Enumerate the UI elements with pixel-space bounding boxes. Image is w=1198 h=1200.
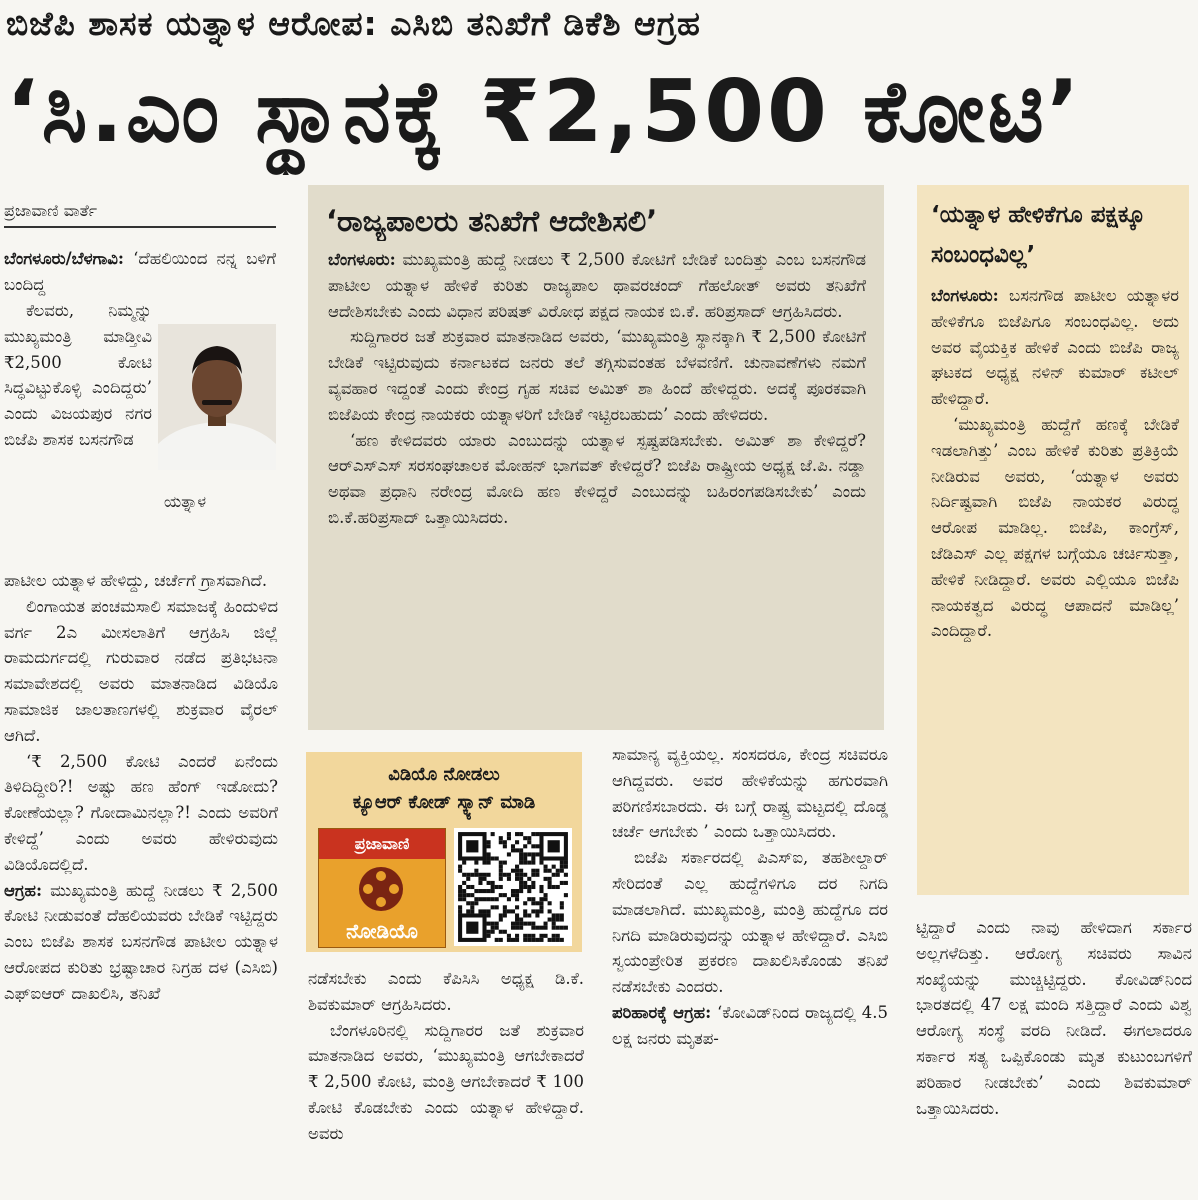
prajavani-video-logo xyxy=(318,828,446,948)
paragraph-text: ‘₹ 2,500 ಕೋಟಿ ಎಂದರೆ ಏನೆಂದು ತಿಳಿದಿದ್ದೀರಿ?! ಅಷ್ಟು ಹಣ ಹೆಂಗ್ ಇಡೋದು? ಕೋಣೆಯಲ್ಲಾ? ಗೋದಾಮಿನಲ್ಲಾ?! ಎಂದು ಅವರಿಗೆ ಕೇಳಿದ್ದೆ’ ಎಂದು ಅವರು ಹೇಳಿರುವುದು ವಿಡಿಯೊದಲ್ಲಿದೆ. xyxy=(4,751,278,874)
article-paragraph xyxy=(4,246,276,298)
article-paragraph xyxy=(612,742,888,845)
governor-sidebar-box xyxy=(308,185,884,730)
paragraph-lead: ಬೆಂಗಳೂರು: xyxy=(931,286,999,305)
main-article-col1-bottom xyxy=(4,568,278,1198)
byline: ಪ್ರಜಾವಾಣಿ ವಾರ್ತೆ xyxy=(4,196,276,228)
main-article-col3 xyxy=(612,742,888,1198)
article-paragraph xyxy=(4,878,278,1007)
article-paragraph xyxy=(612,1000,888,1052)
article-paragraph xyxy=(4,568,278,594)
logo-brand-text: ಪ್ರಜಾವಾಣಿ xyxy=(319,829,445,859)
photo-caption: ಯತ್ನಾಳ xyxy=(164,492,207,511)
main-article-col4 xyxy=(916,915,1192,1198)
governor-sidebar-body xyxy=(328,247,866,717)
main-headline: ‘ಸಿ.ಎಂ ಸ್ಥಾನಕ್ಕೆ ₹2,500 ಕೋಟಿ’ xyxy=(6,62,1083,162)
paragraph-lead: ಪರಿಹಾರಕ್ಕೆ ಆಗ್ರಹ: xyxy=(612,1002,712,1022)
paragraph-text: ಟ್ಟಿದ್ದಾರೆ ಎಂದು ನಾವು ಹೇಳಿದಾಗ ಸರ್ಕಾರ ಅಲ್ಲಗಳೆದಿತ್ತು. ಆರೋಗ್ಯ ಸಚಿವರು ಸಾವಿನ ಸಂಖ್ಯೆಯನ್ನು ಮುಚ್ಚಿಟ್ಟಿದ್ದರು. ಕೋವಿಡ್‌ನಿಂದ ಭಾರತದಲ್ಲಿ 47 ಲಕ್ಷ ಮಂದಿ ಸತ್ತಿದ್ದಾರೆ ಎಂದು ವಿಶ್ವ ಆರೋಗ್ಯ ಸಂಸ್ಥೆ ವರದಿ ನೀಡಿದೆ. ಈಗಲಾದರೂ ಸರ್ಕಾರ ಸತ್ಯ ಒಪ್ಪಿಕೊಂಡು ಮೃತ ಕುಟುಂಬಗಳಿಗೆ ಪರಿಹಾರ ನೀಡಬೇಕು’ ಎಂದು ಶಿವಕುಮಾರ್ ಒತ್ತಾಯಿಸಿದರು. xyxy=(916,918,1192,1118)
paragraph-lead: ಬೆಂಗಳೂರು/ಬೆಳಗಾವಿ: xyxy=(4,249,125,268)
article-paragraph xyxy=(931,283,1179,412)
article-paragraph xyxy=(308,1018,584,1147)
film-reel-icon xyxy=(359,867,403,911)
paragraph-text: ಕೆಲವರು, ನಿಮ್ಮನ್ನು ಮುಖ್ಯಮಂತ್ರಿ ಮಾಡ್ತೀವಿ ₹2,500 ಕೋಟಿ ಸಿದ್ಧವಿಟ್ಟುಕೊಳ್ಳಿ ಎಂದಿದ್ದರು’ ಎಂದು ವಿಜಯಪುರ ನಗರ ಬಿಜೆಪಿ ಶಾಸಕ ಬಸನಗೌಡ xyxy=(4,301,152,449)
main-article-col2 xyxy=(308,966,584,1198)
paragraph-text: ಪಾಟೀಲ ಯತ್ನಾಳ ಹೇಳಿದ್ದು, ಚರ್ಚೆಗೆ ಗ್ರಾಸವಾಗಿದೆ. xyxy=(4,571,268,590)
party-sidebar-box xyxy=(917,185,1189,895)
article-paragraph xyxy=(4,594,278,749)
article-paragraph xyxy=(931,412,1179,644)
qr-code-icon[interactable] xyxy=(454,828,572,946)
paragraph-text: ಮುಖ್ಯಮಂತ್ರಿ ಹುದ್ದೆ ನೀಡಲು ₹ 2,500 ಕೋಟಿ ನೀಡುವಂತೆ ದೆಹಲಿಯವರು ಬೇಡಿಕೆ ಇಟ್ಟಿದ್ದರು ಎಂಬ ಬಿಜೆಪಿ ಶಾಸಕ ಬಸನಗೌಡ ಪಾಟೀಲ ಯತ್ನಾಳ ಆರೋಪದ ಕುರಿತು ಭ್ರಷ್ಟಾಚಾರ ನಿಗ್ರಹ ದಳ (ಎಸಿಬಿ) ಎಫ್ಐಆರ್ ದಾಖಲಿಸಿ, ತನಿಖೆ xyxy=(4,880,278,1003)
governor-sidebar-title: ‘ರಾಜ್ಯಪಾಲರು ತನಿಖೆಗೆ ಆದೇಶಿಸಲಿ’ xyxy=(326,204,658,238)
video-qr-promo xyxy=(306,752,582,952)
qr-promo-line1: ವಿಡಿಯೊ ನೋಡಲು xyxy=(388,764,500,785)
main-article-col1-wrap xyxy=(4,298,152,570)
paragraph-text: ಸಾಮಾನ್ಯ ವ್ಯಕ್ತಿಯಲ್ಲ. ಸಂಸದರೂ, ಕೇಂದ್ರ ಸಚಿವರೂ ಆಗಿದ್ದವರು. ಅವರ ಹೇಳಿಕೆಯನ್ನು ಹಗುರವಾಗಿ ಪರಿಗಣಿಸಬಾರದು. ಈ ಬಗ್ಗೆ ರಾಷ್ಟ್ರ ಮಟ್ಟದಲ್ಲಿ ದೊಡ್ಡ ಚರ್ಚೆ ಆಗಬೇಕು ’ ಎಂದು ಒತ್ತಾಯಿಸಿದರು. xyxy=(612,745,888,842)
paragraph-text: ನಡೆಸಬೇಕು ಎಂದು ಕೆಪಿಸಿಸಿ ಅಧ್ಯಕ್ಷ ಡಿ.ಕೆ. ಶಿವಕುಮಾರ್ ಆಗ್ರಹಿಸಿದರು. xyxy=(308,969,584,1014)
paragraph-text: ಬಸನಗೌಡ ಪಾಟೀಲ ಯತ್ನಾಳರ ಹೇಳಿಕೆಗೂ ಬಿಜೆಪಿಗೂ ಸಂಬಂಧವಿಲ್ಲ. ಅದು ಅವರ ವೈಯಕ್ತಿಕ ಹೇಳಿಕೆ ಎಂದು ಬಿಜೆಪಿ ರಾಜ್ಯ ಘಟಕದ ಅಧ್ಯಕ್ಷ ನಳಿನ್ ಕುಮಾರ್ ಕಟೀಲ್ ಹೇಳಿದ್ದಾರೆ. xyxy=(931,286,1179,409)
article-paragraph xyxy=(308,966,584,1018)
paragraph-text: ‘ಹಣ ಕೇಳಿದವರು ಯಾರು ಎಂಬುದನ್ನು ಯತ್ನಾಳ ಸ್ಪಷ್ಟಪಡಿಸಬೇಕು. ಅಮಿತ್ ಶಾ ಕೇಳಿದ್ದರೆ? ಆರ್‌ಎಸ್‌ಎಸ್ ಸರಸಂಘಚಾಲಕ ಮೋಹನ್ ಭಾಗವತ್ ಕೇಳಿದ್ದರೆ? ಬಿಜೆಪಿ ರಾಷ್ಟ್ರೀಯ ಅಧ್ಯಕ್ಷ ಜೆ.ಪಿ. ನಡ್ಡಾ ಅಥವಾ ಪ್ರಧಾನಿ ನರೇಂದ್ರ ಮೋದಿ ಹಣ ಕೇಳಿದ್ದರೆ ಎಂಬುದನ್ನು ಬಹಿರಂಗಪಡಿಸಬೇಕು’ ಎಂದು ಬಿ.ಕೆ.ಹರಿಪ್ರಸಾದ್ ಒತ್ತಾಯಿಸಿದರು. xyxy=(328,430,866,527)
paragraph-text: ‘ದೆಹಲಿಯಿಂದ ನನ್ನ ಬಳಿಗೆ ಬಂದಿದ್ದ xyxy=(4,249,276,294)
paragraph-lead: ಬೆಂಗಳೂರು: xyxy=(328,250,396,269)
paragraph-text: ಸುದ್ದಿಗಾರರ ಜತೆ ಶುಕ್ರವಾರ ಮಾತನಾಡಿದ ಅವರು, ‘ಮುಖ್ಯಮಂತ್ರಿ ಸ್ಥಾನಕ್ಕಾಗಿ ₹ 2,500 ಕೋಟಿಗೆ ಬೇಡಿಕೆ ಇಟ್ಟಿರುವುದು ಕರ್ನಾಟಕದ ಜನರು ತಲೆ ತಗ್ಗಿಸುವಂತಹ ಬೆಳವಣಿಗೆ. ಚುನಾವಣೆಗಳು ನಮಗೆ ವ್ಯವಹಾರ ಇದ್ದಂತೆ ಎಂದು ಕೇಂದ್ರ ಗೃಹ ಸಚಿವ ಅಮಿತ್ ಶಾ ಹಿಂದೆ ಹೇಳಿದ್ದರು. ಅದಕ್ಕೆ ಪೂರಕವಾಗಿ ಬಿಜೆಪಿಯ ಕೇಂದ್ರ ನಾಯಕರು ಯತ್ನಾಳರಿಗೆ ಬೇಡಿಕೆ ಇಟ್ಟಿರಬಹುದು’ ಎಂದು ಹೇಳಿದರು. xyxy=(328,327,866,424)
logo-sub-text: ನೋಡಿಯೊ xyxy=(346,919,418,943)
article-paragraph xyxy=(328,247,866,324)
article-paragraph xyxy=(612,845,888,1000)
article-paragraph xyxy=(916,915,1192,1121)
main-article-col1-top xyxy=(4,246,276,298)
paragraph-text: ಬಿಜೆಪಿ ಸರ್ಕಾರದಲ್ಲಿ ಪಿಎಸ್ಐ, ತಹಶೀಲ್ದಾರ್ ಸೇರಿದಂತೆ ಎಲ್ಲ ಹುದ್ದೆಗಳಿಗೂ ದರ ನಿಗದಿ ಮಾಡಲಾಗಿದೆ. ಮುಖ್ಯಮಂತ್ರಿ, ಮಂತ್ರಿ ಹುದ್ದೆಗೂ ದರ ನಿಗದಿ ಮಾಡಿರುವುದನ್ನು ಯತ್ನಾಳ ಹೇಳಿದ್ದಾರೆ. ಎಸಿಬಿ ಸ್ವಯಂಪ್ರೇರಿತ ಪ್ರಕರಣ ದಾಖಲಿಸಿಕೊಂಡು ತನಿಖೆ ನಡೆಸಬೇಕು ಎಂದರು. xyxy=(612,848,888,997)
paragraph-text: ಲಿಂಗಾಯತ ಪಂಚಮಸಾಲಿ ಸಮಾಜಕ್ಕೆ ಹಿಂದುಳಿದ ವರ್ಗ 2ಎ ಮೀಸಲಾತಿಗೆ ಆಗ್ರಹಿಸಿ ಜಿಲ್ಲೆ ರಾಮದುರ್ಗದಲ್ಲಿ ಗುರುವಾರ ನಡೆದ ಪ್ರತಿಭಟನಾ ಸಮಾವೇಶದಲ್ಲಿ ಅವರು ಮಾತನಾಡಿದ ವಿಡಿಯೊ ಸಾಮಾಜಿಕ ಜಾಲತಾಣಗಳಲ್ಲಿ ಶುಕ್ರವಾರ ವೈರಲ್ ಆಗಿದೆ. xyxy=(4,596,278,745)
party-sidebar-title: ‘ಯತ್ನಾಳ ಹೇಳಿಕೆಗೂ ಪಕ್ಷಕ್ಕೂ ಸಂಬಂಧವಿಲ್ಲ’ xyxy=(931,202,1146,268)
qr-promo-line2: ಕ್ಯೂಆರ್ ಕೋಡ್ ಸ್ಕ್ಯಾನ್ ಮಾಡಿ xyxy=(352,792,536,813)
article-paragraph xyxy=(328,428,866,531)
party-sidebar-body xyxy=(931,283,1179,883)
paragraph-text: ‘ಮುಖ್ಯಮಂತ್ರಿ ಹುದ್ದೆಗೆ ಹಣಕ್ಕೆ ಬೇಡಿಕೆ ಇಡಲಾಗಿತ್ತು’ ಎಂಬ ಹೇಳಿಕೆ ಕುರಿತು ಪ್ರತಿಕ್ರಿಯೆ ನೀಡಿರುವ ಅವರು, ‘ಯತ್ನಾಳ ಅವರು ನಿರ್ದಿಷ್ಟವಾಗಿ ಬಿಜೆಪಿ ನಾಯಕರ ವಿರುದ್ಧ ಆರೋಪ ಮಾಡಿಲ್ಲ. ಬಿಜೆಪಿ, ಕಾಂಗ್ರೆಸ್, ಜೆಡಿಎಸ್ ಎಲ್ಲ ಪಕ್ಷಗಳ ಬಗ್ಗೆಯೂ ಚರ್ಚಿಸುತ್ತಾ, ಹೇಳಿಕೆ ನೀಡಿದ್ದಾರೆ. ಅವರು ಎಲ್ಲಿಯೂ ಬಿಜೆಪಿ ನಾಯಕತ್ವದ ವಿರುದ್ಧ ಆಪಾದನೆ ಮಾಡಿಲ್ಲ’ ಎಂದಿದ್ದಾರೆ. xyxy=(931,414,1179,641)
article-paragraph xyxy=(328,324,866,427)
article-paragraph xyxy=(4,749,278,878)
paragraph-lead: ಆಗ್ರಹ: xyxy=(4,880,43,900)
paragraph-text: ‘ಕೋವಿಡ್‌ನಿಂದ ರಾಜ್ಯದಲ್ಲಿ 4.5 ಲಕ್ಷ ಜನರು ಮೃತಪ- xyxy=(612,1002,888,1048)
kicker-headline: ಬಿಜೆಪಿ ಶಾಸಕ ಯತ್ನಾಳ ಆರೋಪ: ಎಸಿಬಿ ತನಿಖೆಗೆ ಡಿಕೆಶಿ ಆಗ್ರಹ xyxy=(6,4,701,43)
article-paragraph xyxy=(4,298,152,453)
paragraph-text: ಮುಖ್ಯಮಂತ್ರಿ ಹುದ್ದೆ ನೀಡಲು ₹ 2,500 ಕೋಟಿಗೆ ಬೇಡಿಕೆ ಬಂದಿತ್ತು ಎಂಬ ಬಸನಗೌಡ ಪಾಟೀಲ ಯತ್ನಾಳ ಹೇಳಿಕೆ ಕುರಿತು ರಾಜ್ಯಪಾಲ ಥಾವರಚಂದ್ ಗೆಹಲೋತ್ ಅವರು ತನಿಖೆಗೆ ಆದೇಶಿಸಬೇಕು ಎಂದು ವಿಧಾನ ಪರಿಷತ್ ವಿರೋಧ ಪಕ್ಷದ ನಾಯಕ ಬಿ.ಕೆ. ಹರಿಪ್ರಸಾದ್ ಆಗ್ರಹಿಸಿದರು. xyxy=(328,250,866,321)
photo-yatnal xyxy=(158,324,276,470)
paragraph-text: ಬೆಂಗಳೂರಿನಲ್ಲಿ ಸುದ್ದಿಗಾರರ ಜತೆ ಶುಕ್ರವಾರ ಮಾತನಾಡಿದ ಅವರು, ‘ಮುಖ್ಯಮಂತ್ರಿ ಆಗಬೇಕಾದರೆ ₹ 2,500 ಕೋಟಿ, ಮಂತ್ರಿ ಆಗಬೇಕಾದರೆ ₹ 100 ಕೋಟಿ ಕೊಡಬೇಕು ಎಂದು ಯತ್ನಾಳ ಹೇಳಿದ್ದಾರೆ. ಅವರು xyxy=(308,1020,584,1143)
